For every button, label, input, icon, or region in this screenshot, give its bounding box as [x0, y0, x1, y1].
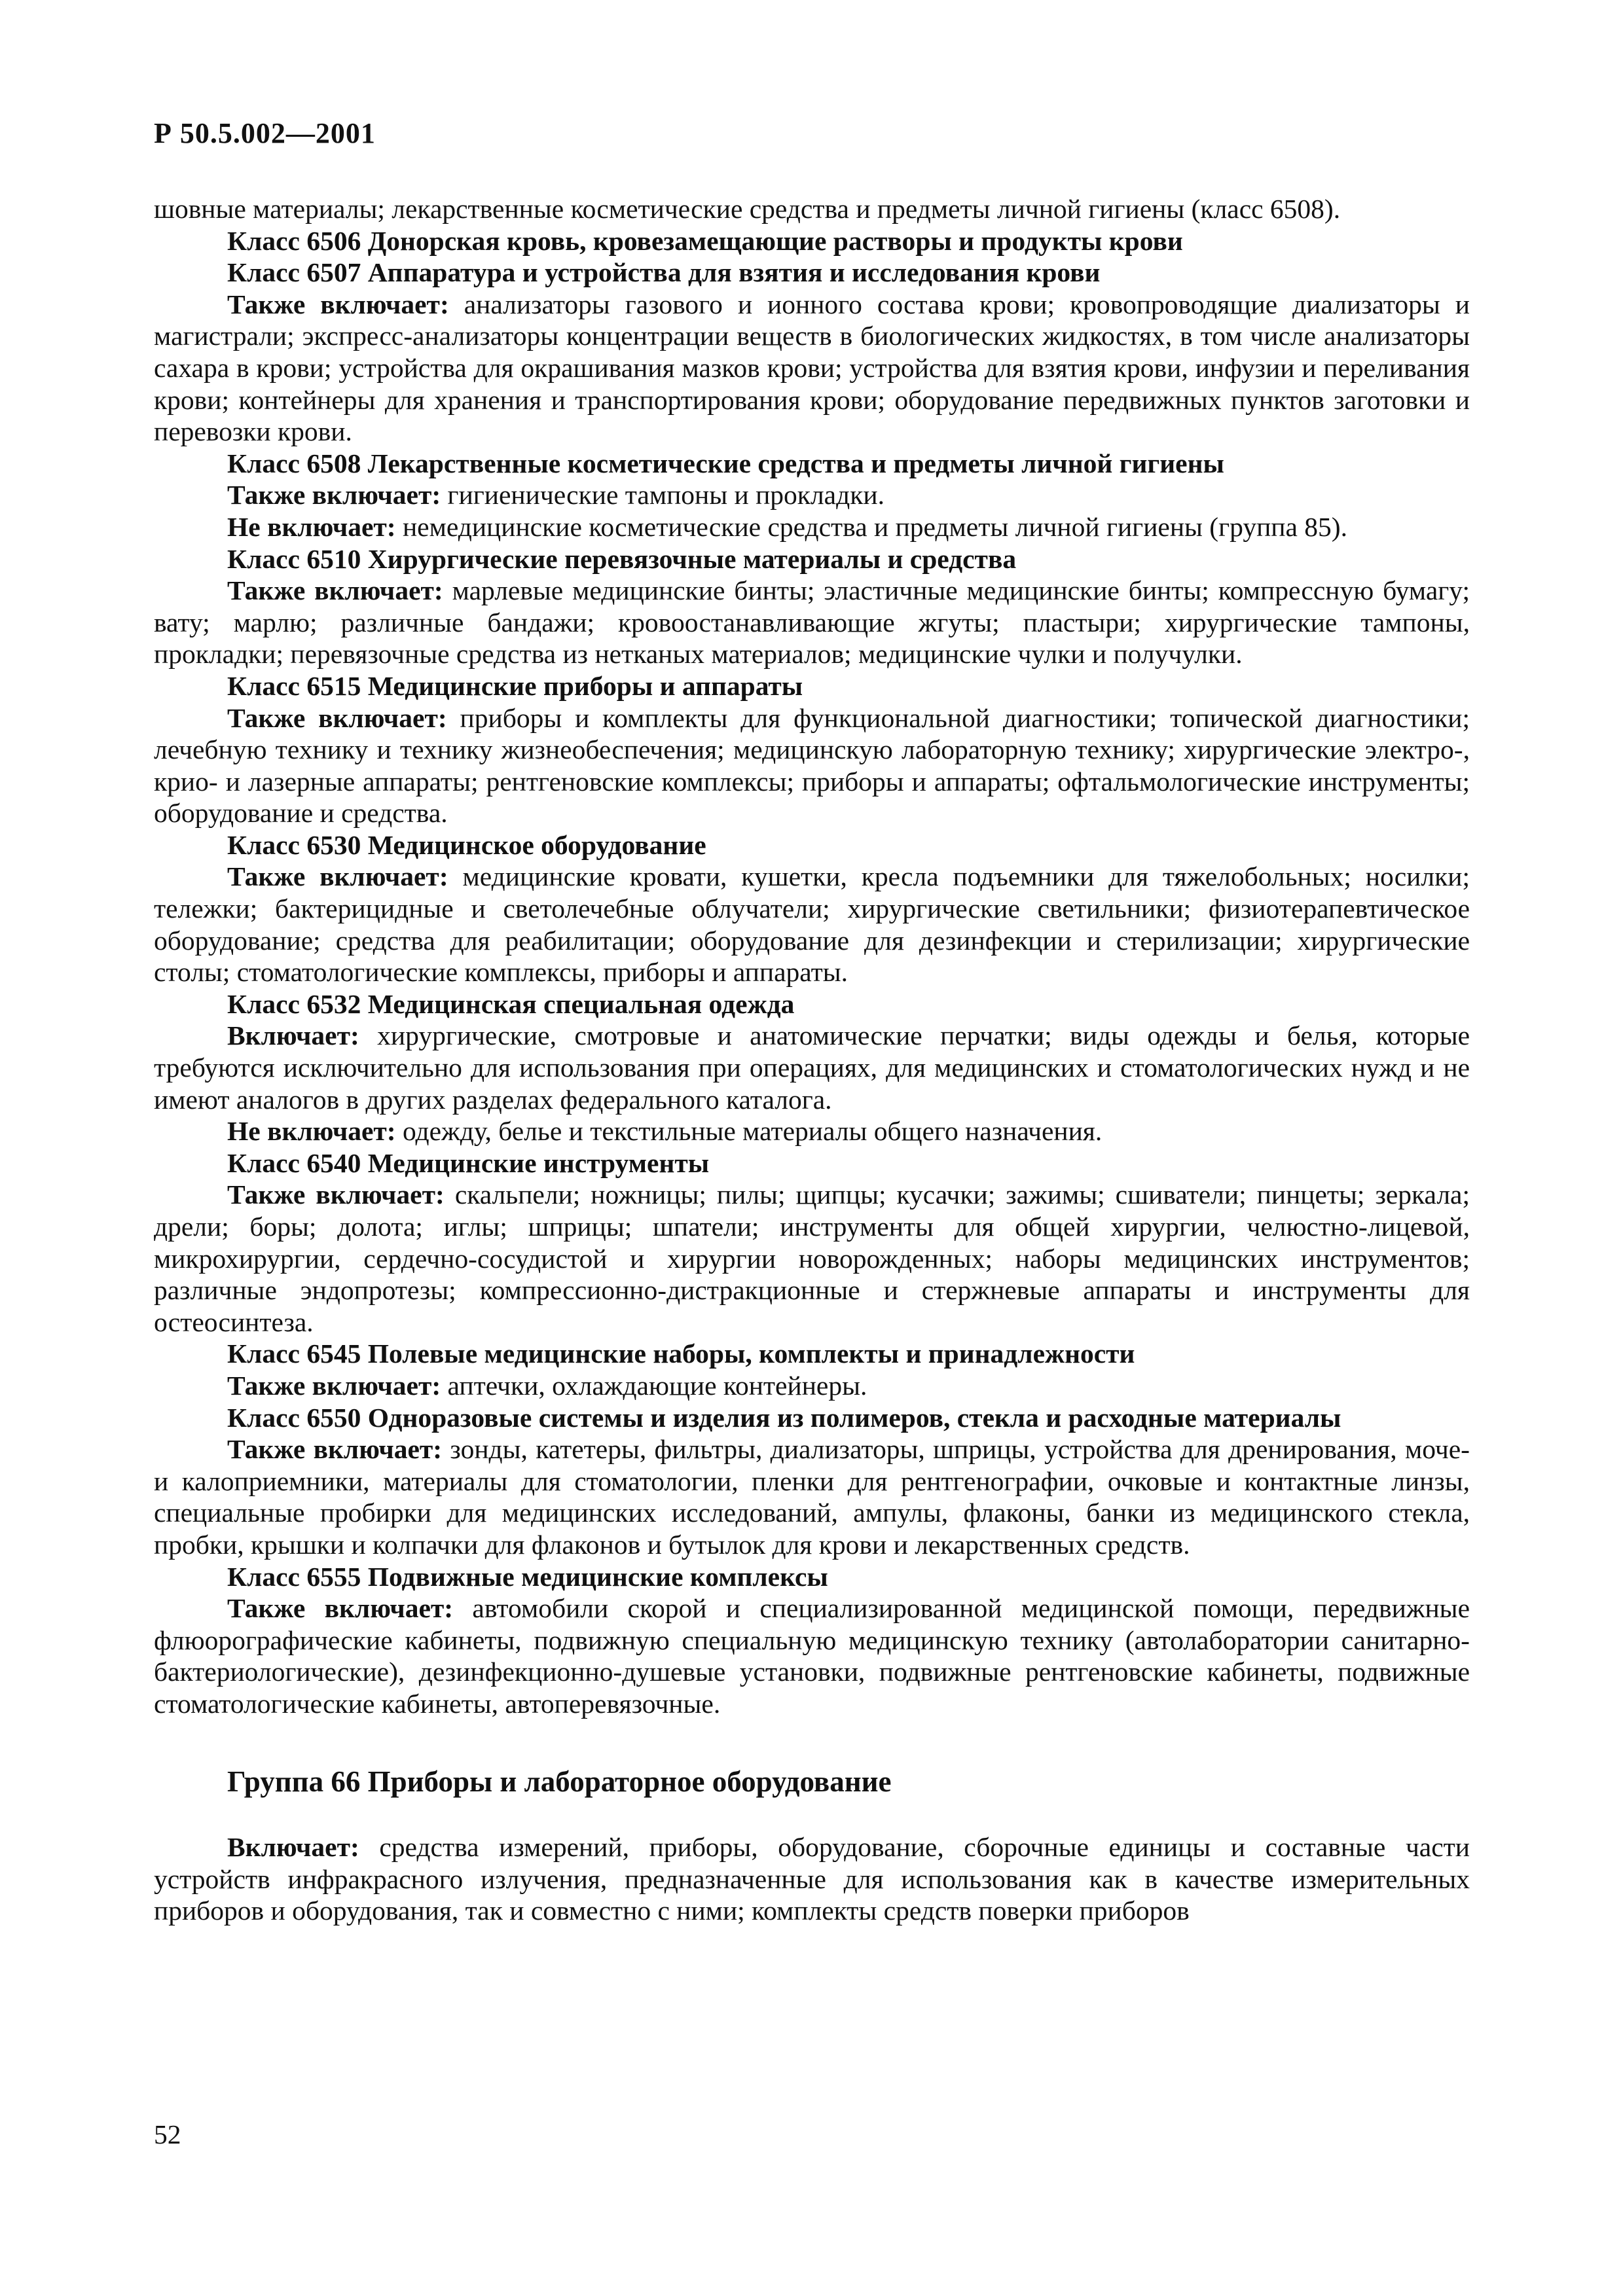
body-paragraph: [154, 1831, 1470, 1927]
paragraph-text: Класс 6540 Медицинские инструменты: [227, 1147, 710, 1178]
paragraph-text: средства измерений, приборы, оборудование, сборочные единицы и составные части устройств инфракрасного излучения, предназначенные для использования как в качестве измерительных приборов и оборудования, так и совместно с ними; комплекты средств поверки приборов: [154, 1832, 1470, 1926]
body-paragraph: [154, 1179, 1470, 1338]
paragraph-text: Класс 6555 Подвижные медицинские комплексы: [227, 1561, 828, 1592]
body-paragraph: [154, 1370, 1470, 1402]
paragraph-text: аптечки, охлаждающие контейнеры.: [441, 1370, 867, 1401]
body-paragraph: [154, 1020, 1470, 1115]
body-paragraph: [154, 861, 1470, 988]
paragraph-text: Класс 6506 Донорская кровь, кровезамещающие растворы и продукты крови: [227, 225, 1183, 256]
body-paragraph: [154, 1592, 1470, 1719]
paragraph-text: автомобили скорой и специализированной медицинской помощи, передвижные флюорографические кабинеты, подвижную специальную медицинскую технику (автолаборатории санитарно-бактериологические), дезинфекционно-душевые установки, подвижные рентгеновские кабинеты, подвижные стоматологические кабинеты, автоперевязочные.: [154, 1593, 1470, 1719]
paragraph-lead: Не включает:: [227, 1116, 396, 1147]
paragraph-text: приборы и комплекты для функциональной диагностики; топической диагностики; лечебную технику и технику жизнеобеспечения; медицинскую лабораторную технику; хирургические электро-, крио- и лазерные аппараты; рентгеновские комплексы; приборы и аппараты; офтальмологические инструменты; оборудование и средства.: [154, 702, 1470, 829]
paragraph-lead: Также включает:: [227, 702, 447, 733]
paragraph-text: Класс 6545 Полевые медицинские наборы, комплекты и принадлежности: [227, 1338, 1135, 1369]
paragraph-text: хирургические, смотровые и анатомические перчатки; виды одежды и белья, которые требуются исключительно для использования при операциях, для медицинских и стоматологических нужд и не имеют аналогов в других разделах федерального каталога.: [154, 1020, 1470, 1115]
paragraph-text: гигиенические тампоны и прокладки.: [441, 480, 884, 511]
paragraph-text: Класс 6515 Медицинские приборы и аппараты: [227, 670, 803, 701]
paragraph-text: немедицинские косметические средства и предметы личной гигиены (группа 85).: [395, 511, 1348, 542]
paragraph-lead: Также включает:: [227, 861, 448, 892]
body-paragraph: [154, 289, 1470, 448]
paragraph-lead: Также включает:: [227, 575, 443, 606]
paragraph-text: шовные материалы; лекарственные косметические средства и предметы личной гигиены (класс 6508).: [154, 194, 1341, 224]
body-paragraph: [154, 1115, 1470, 1147]
group-heading: [154, 1766, 1470, 1798]
paragraph-lead: Также включает:: [227, 1593, 454, 1624]
class-heading: [154, 829, 1470, 861]
class-heading: [154, 257, 1470, 289]
class-heading: [154, 225, 1470, 257]
paragraph-text: марлевые медицинские бинты; эластичные медицинские бинты; компрессную бумагу; вату; марлю; различные бандажи; кровоостанавливающие жгуты; пластыри; хирургические тампоны, прокладки; перевязочные средства из нетканых материалов; медицинские чулки и получулки.: [154, 575, 1470, 670]
paragraph-lead: Также включает:: [227, 1179, 445, 1210]
class-heading: [154, 1338, 1470, 1370]
paragraph-text: анализаторы газового и ионного состава крови; кровопроводящие диализаторы и магистрали; экспресс-анализаторы концентрации веществ в биологических жидкостях, в том числе анализаторы сахара в крови; устройства для окрашивания мазков крови; устройства для взятия крови, инфузии и переливания крови; контейнеры для хранения и транспортирования крови; оборудование передвижных пунктов заготовки и перевозки крови.: [154, 289, 1470, 447]
class-heading: [154, 448, 1470, 480]
body-paragraph: [154, 702, 1470, 829]
class-heading: [154, 670, 1470, 702]
paragraph-text: Класс 6550 Одноразовые системы и изделия из полимеров, стекла и расходные материалы: [227, 1402, 1341, 1433]
body-paragraph: [154, 479, 1470, 511]
paragraph-text: скальпели; ножницы; пилы; щипцы; кусачки; зажимы; сшиватели; пинцеты; зеркала; дрели; боры; долота; иглы; шприцы; шпатели; инструменты для общей хирургии, челюстно-лицевой, микрохирургии, сердечно-сосудистой и хирургии новорожденных; наборы медицинских инструментов; различные эндопротезы; компрессионно-дистракционные и стержневые аппараты и инструменты для остеосинтеза.: [154, 1179, 1470, 1337]
document-body: [154, 193, 1470, 1927]
paragraph-lead: Также включает:: [227, 289, 449, 319]
body-paragraph: [154, 511, 1470, 543]
paragraph-text: Класс 6507 Аппаратура и устройства для взятия и исследования крови: [227, 257, 1101, 288]
body-paragraph: [154, 575, 1470, 670]
paragraph-lead: Также включает:: [227, 1434, 443, 1465]
paragraph-lead: Включает:: [227, 1832, 359, 1863]
body-paragraph: [154, 1433, 1470, 1560]
paragraph-lead: Также включает:: [227, 480, 441, 511]
class-heading: [154, 1402, 1470, 1434]
class-heading: [154, 543, 1470, 575]
class-heading: [154, 988, 1470, 1020]
paragraph-text: Класс 6508 Лекарственные косметические средства и предметы личной гигиены: [227, 448, 1224, 478]
paragraph-lead: Включает:: [227, 1020, 359, 1051]
paragraph-text: одежду, белье и текстильные материалы общего назначения.: [395, 1116, 1103, 1147]
document-header: Р 50.5.002—2001: [154, 117, 376, 149]
paragraph-text: медицинские кровати, кушетки, кресла подъемники для тяжелобольных; носилки; тележки; бактерицидные и светолечебные облучатели; хирургические светильники; физиотерапевтическое оборудование; средства для реабилитации; оборудование для дезинфекции и стерилизации; хирургические столы; стоматологические комплексы, приборы и аппараты.: [154, 861, 1470, 988]
paragraph-text: Группа 66 Приборы и лабораторное оборудование: [227, 1765, 892, 1798]
class-heading: [154, 1561, 1470, 1593]
class-heading: [154, 1147, 1470, 1179]
page-number: 52: [154, 2119, 181, 2149]
paragraph-text: Класс 6532 Медицинская специальная одежда: [227, 988, 795, 1019]
paragraph-lead: Не включает:: [227, 511, 396, 542]
paragraph-text: Класс 6510 Хирургические перевязочные материалы и средства: [227, 543, 1017, 574]
paragraph-text: Класс 6530 Медицинское оборудование: [227, 829, 706, 860]
paragraph-lead: Также включает:: [227, 1370, 441, 1401]
body-paragraph: [154, 193, 1470, 225]
paragraph-text: зонды, катетеры, фильтры, диализаторы, шприцы, устройства для дренирования, моче- и калоприемники, материалы для стоматологии, пленки для рентгенографии, очковые и контактные линзы, специальные пробирки для медицинских исследований, ампулы, флаконы, банки из медицинского стекла, пробки, крышки и колпачки для флаконов и бутылок для крови и лекарственных средств.: [154, 1434, 1470, 1560]
